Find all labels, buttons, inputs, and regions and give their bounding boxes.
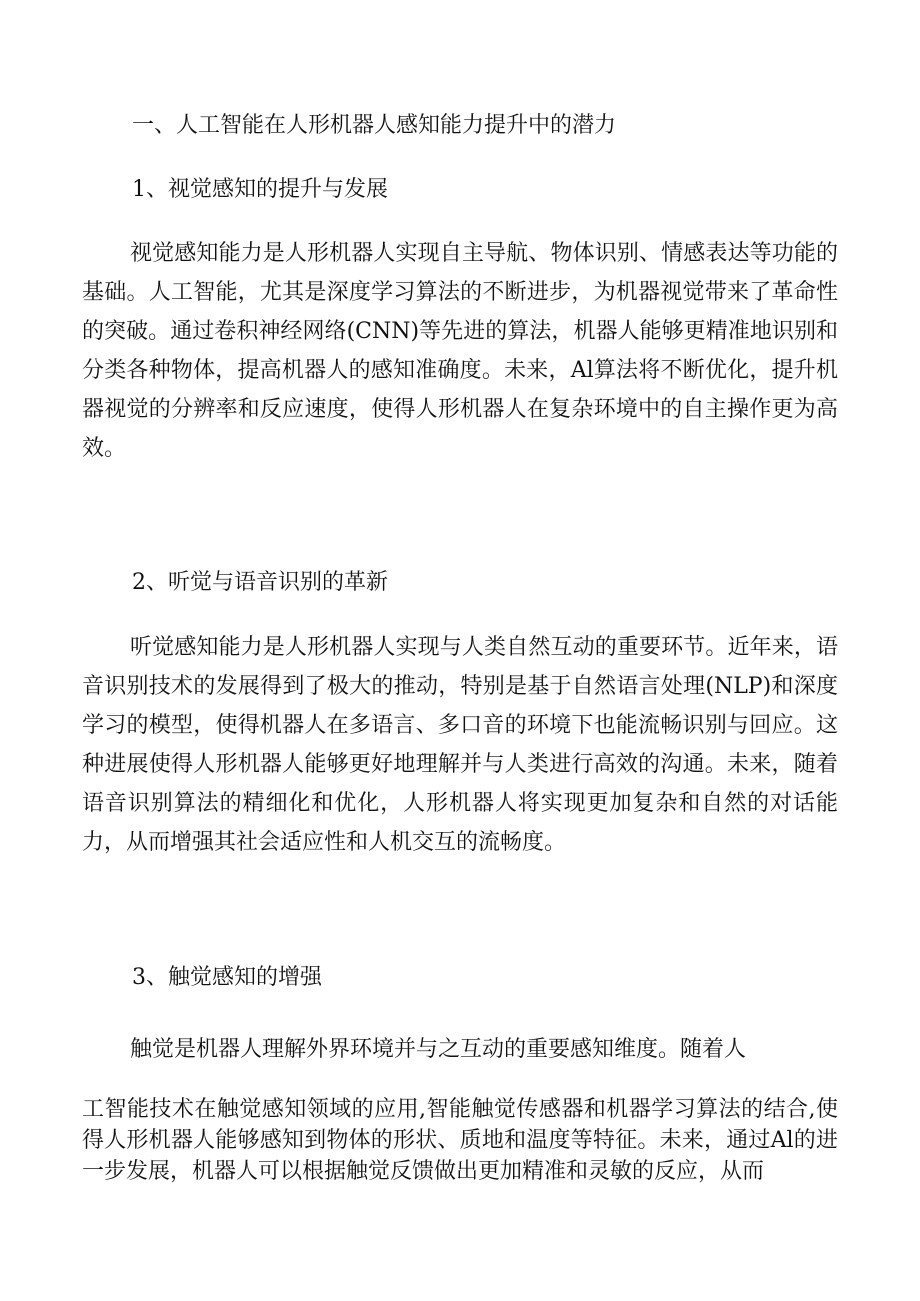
- subsection-heading-auditory: 2、听觉与语音识别的革新: [132, 570, 388, 595]
- section-title: 一、人工智能在人形机器人感知能力提升中的潜力: [132, 113, 617, 138]
- paragraph-tactile-first-line: 触觉是机器人理解外界环境并与之互动的重要感知维度。随着人: [130, 1037, 747, 1062]
- subsection-heading-visual: 1、视觉感知的提升与发展: [132, 177, 388, 202]
- paragraph-auditory: 听觉感知能力是人形机器人实现与人类自然互动的重要环节。近年来，语音识别技术的发展得到了极大的推动，特别是基于自然语言处理(NLP)和深度学习的模型，使得机器人在多语言、多口音的环境下也能流畅识别与回应。这种进展使得人形机器人能够更好地理解并与人类进行高效的沟通。未来，随着语音识别算法的精细化和优化，人形机器人将实现更加复杂和自然的对话能力，从而增强其社会适应性和人机交互的流畅度。: [82, 635, 838, 855]
- paragraph-visual: 视觉感知能力是人形机器人实现自主导航、物体识别、情感表达等功能的基础。人工智能，尤其是深度学习算法的不断进步，为机器视觉带来了革命性的突破。通过卷积神经网络(CNN)等先进的算法，机器人能够更精准地识别和分类各种物体，提高机器人的感知准确度。未来，Al算法将不断优化，提升机器视觉的分辨率和反应速度，使得人形机器人在复杂环境中的自主操作更为高效。: [82, 241, 838, 461]
- subsection-heading-tactile: 3、触觉感知的增强: [132, 965, 322, 990]
- paragraph-tactile-continuation: 工智能技术在触觉感知领域的应用,智能触觉传感器和机器学习算法的结合,使得人形机器人能够感知到物体的形状、质地和温度等特征。未来，通过Al的进一步发展，机器人可以根据触觉反馈做出更加精准和灵敏的反应，从而: [82, 1097, 838, 1184]
